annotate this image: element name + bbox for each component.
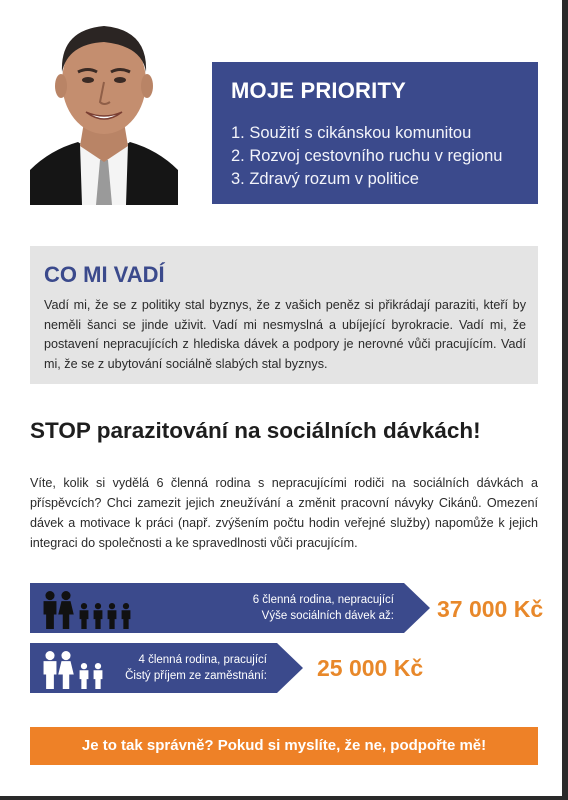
stop-text: Víte, kolik si vydělá 6 členná rodina s nepracujícími rodiči na sociálních dávkách a příspěvcích? Chci zamezit jejich zneužívání a změnit pracovní návyky Cikánů. Omezení dávek a motivace k práci (např. zvýšením počtu hodin veřejné služby) napomůže k jejich integraci do společnosti a ke spravedlnosti vůči pracujícím.	[30, 476, 538, 550]
family-description: 6 členná rodina, nepracující	[252, 594, 394, 606]
page-edge-right	[562, 0, 568, 800]
complaints-text: Vadí mi, že se z politiky stal byznys, že z vašich peněz si přikrádají paraziti, kteří by neměli šanci se jinde uživit. Vadí mi nesmyslná a ubíjející byrokracie. Vadí mi, že postavení nepracujících z hlediska dávek a podpory je nerovné vůči pracujícím. Vadí mi, že se z ubytování sociálně slabých stal byznys.	[44, 298, 526, 371]
priority-item: 3. Zdravý rozum v politice	[231, 170, 419, 188]
complaints-title: CO MI VADÍ	[44, 262, 165, 287]
person-icon	[44, 591, 57, 629]
complaints-box	[30, 246, 538, 384]
person-icon	[80, 663, 89, 689]
page-edge-bottom	[0, 796, 568, 800]
candidate-photo	[30, 10, 178, 205]
portrait-image	[30, 10, 178, 205]
benefit-amount: 37 000 Kč	[437, 596, 544, 622]
family-icon	[42, 649, 122, 689]
person-icon	[122, 603, 131, 629]
priorities-title: MOJE PRIORITY	[231, 78, 406, 103]
comparison-label	[253, 592, 394, 624]
stop-heading: STOP parazitování na sociálních dávkách!	[30, 418, 481, 443]
priority-item: 1. Soužití s cikánskou komunitou	[231, 124, 472, 142]
person-icon	[58, 591, 74, 629]
priorities-box	[212, 62, 538, 204]
priority-item: 2. Rozvoj cestovního ruchu v regionu	[231, 147, 503, 165]
comparison-bar-unemployed	[30, 583, 430, 633]
comparison-bar-employed	[30, 643, 303, 693]
person-icon	[94, 603, 103, 629]
income-caption: Čistý příjem ze zaměstnání:	[125, 670, 267, 682]
person-icon	[94, 663, 103, 689]
comparison-label	[125, 652, 267, 684]
person-icon	[80, 603, 89, 629]
person-icon	[108, 603, 117, 629]
priorities-list	[231, 122, 503, 191]
income-amount: 25 000 Kč	[317, 655, 424, 681]
benefit-caption: Výše sociálních dávek až:	[261, 610, 394, 622]
family-description: 4 členná rodina, pracující	[138, 654, 267, 666]
person-icon	[58, 651, 74, 689]
person-icon	[44, 651, 57, 689]
family-icon	[42, 589, 152, 629]
call-to-action-banner[interactable]: Je to tak správně? Pokud si myslíte, že ne, podpořte mě!	[30, 727, 538, 765]
